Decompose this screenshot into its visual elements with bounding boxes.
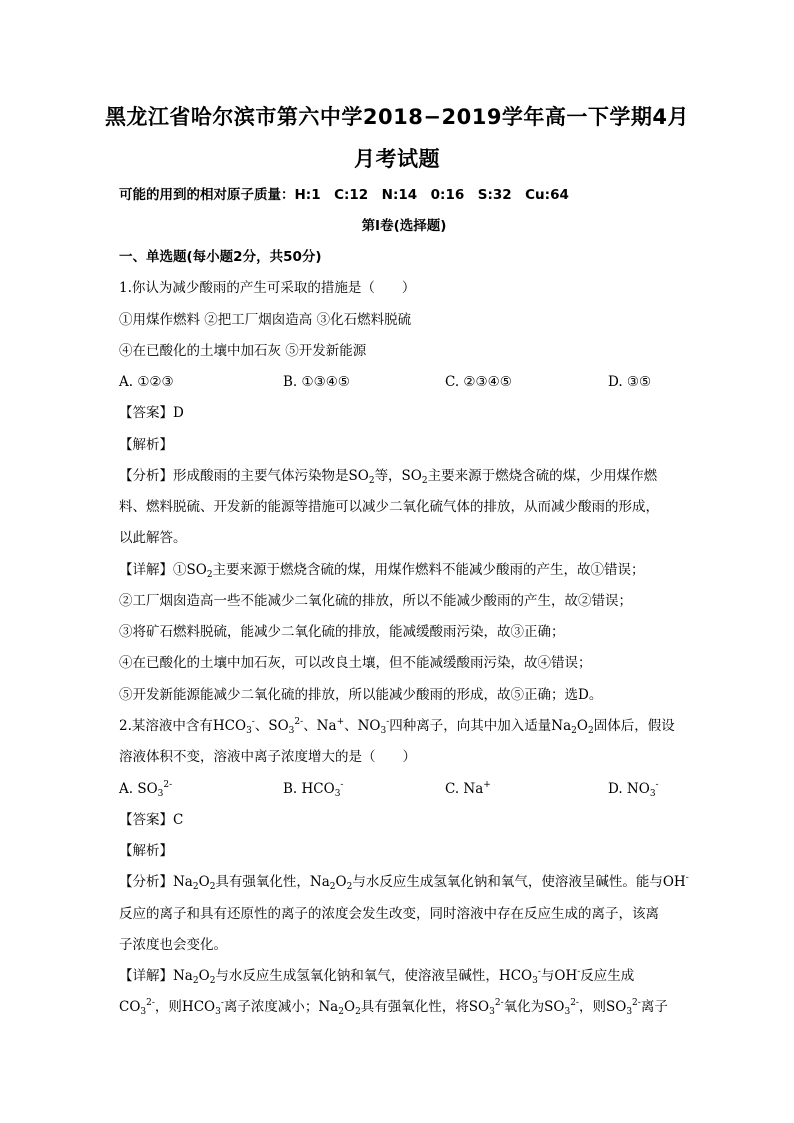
q1-fenxi-line-3: 以此解答。 xyxy=(119,530,187,546)
atomic-masses: 可能的用到的相对原子质量：H:1 C:12 N:14 0:16 S:32 Cu:64 xyxy=(119,187,569,203)
q2-option-d: D. $NO_3^-$ xyxy=(608,780,659,799)
q2-detail-line-2: $CO_3^{2-}$，则$HCO_3^-$离子浓度减小；$Na_2O_2$具有强氧化性，将$SO_3^{2-}$氧化为$SO_3^{2-}$，则$SO_3^{2-}$离子 xyxy=(119,998,668,1017)
q1-option-d: D. ③⑤ xyxy=(608,374,652,390)
section-heading: 第I卷(选择题) xyxy=(361,218,447,234)
q1-items-1: ①用煤作燃料 ②把工厂烟囱造高 ③化石燃料脱硫 xyxy=(119,312,412,328)
q2-analysis-label: 【解析】 xyxy=(119,843,173,859)
q2-fenxi-line-3: 子浓度也会变化。 xyxy=(119,937,227,953)
q2-option-b: B. $HCO_3^-$ xyxy=(283,780,344,799)
q1-fenxi-line-2: 料、燃料脱硫、开发新的能源等措施可以减少二氧化硫气体的排放，从而减少酸雨的形成， xyxy=(119,499,659,515)
q1-detail-line-1: 【详解】$①SO_2$主要来源于燃烧含硫的煤，用煤作燃料不能减少酸雨的产生，故①错误； xyxy=(119,562,645,580)
q1-detail-line-2: ②工厂烟囱造高一些不能减少二氧化硫的排放，所以不能减少酸雨的产生，故②错误； xyxy=(119,593,632,609)
q2-stem-line-1: 2.某溶液中含有$HCO_3^-$、$SO_3^{2-}$、Na+、$NO_3^-$四种离子，向其中加入适量$Na_2O_2$固体后，假设 xyxy=(119,717,675,736)
q2-option-c: C. Na+ xyxy=(445,780,491,797)
q1-detail-line-3: ③将矿石燃料脱硫，能减少二氧化硫的排放，能减缓酸雨污染，故③正确； xyxy=(119,624,565,640)
q1-option-c: C. ②③④⑤ xyxy=(445,374,512,390)
q1-option-a: A. ①②③ xyxy=(119,374,174,390)
q2-fenxi-line-1: 【分析】$Na_2O_2$具有强氧化性，$Na_2O_2$与水反应生成氢氧化钠和氧气，使溶液呈碱性。能与OH- xyxy=(119,873,689,892)
q1-fenxi-line-1: 【分析】形成酸雨的主要气体污染物是$SO_2$等，$SO_2$主要来源于燃烧含硫的煤，少用煤作燃 xyxy=(119,468,658,486)
q2-answer: 【答案】C xyxy=(119,812,184,828)
q2-stem-line-2: 溶液体积不变，溶液中离子浓度增大的是（ ） xyxy=(119,749,416,765)
q2-detail-line-1: 【详解】$Na_2O_2$与水反应生成氢氧化钠和氧气，使溶液呈碱性，$HCO_3^-$与OH-反应生成 xyxy=(119,967,635,986)
q1-items-2: ④在已酸化的土壤中加石灰 ⑤开发新能源 xyxy=(119,343,367,359)
q2-option-a: A. $SO_3^{2-}$ xyxy=(119,780,173,799)
q1-analysis-label: 【解析】 xyxy=(119,437,173,453)
title-line-1: 黑龙江省哈尔滨市第六中学2018−2019学年高一下学期4月 xyxy=(104,105,690,129)
part-heading: 一、单选题(每小题2分，共50分) xyxy=(119,249,322,265)
q1-detail-line-4: ④在已酸化的土壤中加石灰，可以改良土壤，但不能减缓酸雨污染，故④错误； xyxy=(119,655,592,671)
title-line-2: 月考试题 xyxy=(354,147,440,171)
q1-stem: 1.你认为减少酸雨的产生可采取的措施是（ ） xyxy=(119,280,416,296)
q1-answer: 【答案】D xyxy=(119,405,184,421)
q2-fenxi-line-2: 反应的离子和具有还原性的离子的浓度会发生改变，同时溶液中存在反应生成的离子，该离 xyxy=(119,906,659,922)
q1-detail-line-5: ⑤开发新能源能减少二氧化硫的排放，所以能减少酸雨的形成，故⑤正确；选D。 xyxy=(119,687,603,703)
q1-option-b: B. ①③④⑤ xyxy=(283,374,350,390)
